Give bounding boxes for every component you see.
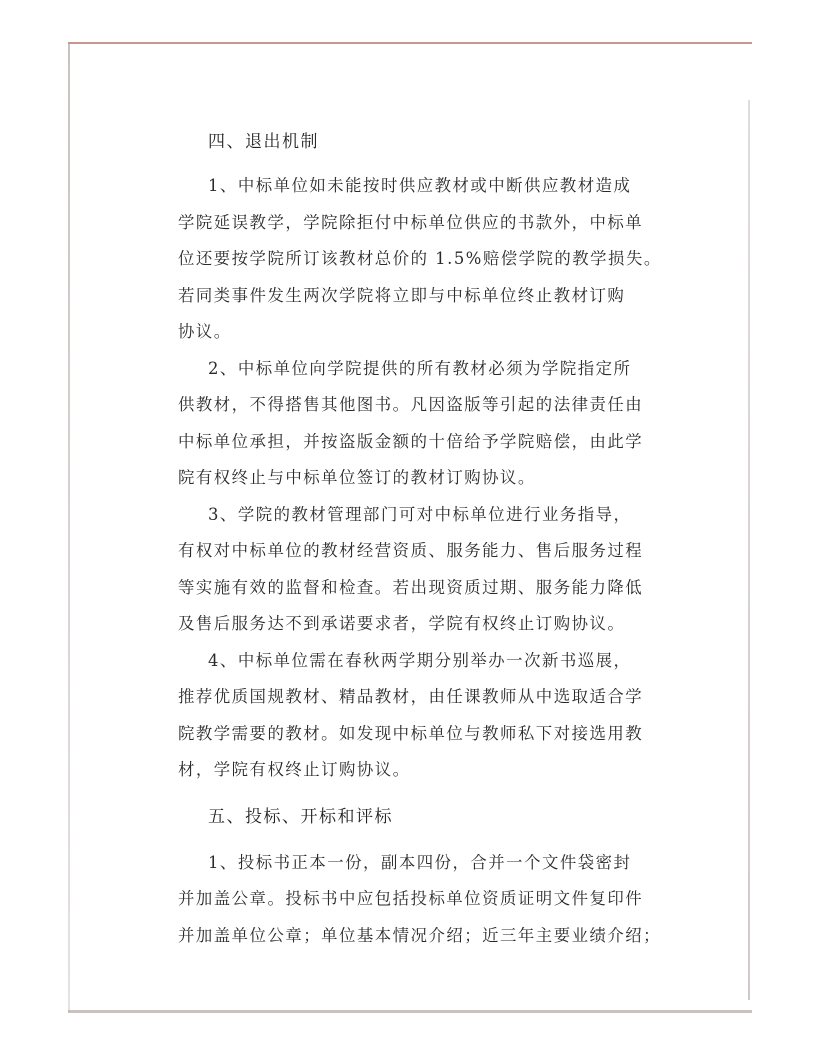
paragraph-line: 材，学院有权终止订购协议。 — [178, 760, 411, 779]
paragraph-4 — [178, 643, 648, 789]
paragraph-line: 并加盖公章。投标书中应包括投标单位资质证明文件复印件 — [178, 889, 644, 908]
section-heading-bidding: 五、投标、开标和评标 — [208, 806, 393, 827]
paragraph-line: 4、中标单位需在春秋两学期分别举办一次新书巡展， — [208, 650, 632, 670]
paragraph-line: 位还要按学院所订该教材总价的 1.5%赔偿学院的教学损失。 — [178, 249, 662, 268]
paragraph-line: 若同类事件发生两次学院将立即与中标单位终止教材订购 — [178, 285, 626, 305]
paragraph-line: 并加盖单位公章；单位基本情况介绍；近三年主要业绩介绍； — [178, 925, 662, 945]
paragraph-line: 3、学院的教材管理部门可对中标单位进行业务指导， — [208, 504, 632, 524]
paragraph-line: 1、中标单位如未能按时供应教材或中断供应教材造成 — [208, 176, 632, 195]
paragraph-line: 有权对中标单位的教材经营资质、服务能力、售后服务过程 — [178, 541, 644, 560]
paragraph-2 — [178, 351, 648, 497]
paragraph-3 — [178, 497, 648, 643]
scan-edge-left — [68, 44, 70, 1012]
paragraph-line: 协议。 — [178, 322, 232, 341]
scan-edge-right — [748, 100, 750, 1000]
paragraph-line: 院有权终止与中标单位签订的教材订购协议。 — [178, 468, 536, 487]
paragraph-line: 1、投标书正本一份，副本四份，合并一个文件袋密封 — [208, 852, 632, 872]
paragraph-line: 2、中标单位向学院提供的所有教材必须为学院指定所 — [208, 358, 632, 378]
scan-edge-bottom — [68, 1010, 752, 1013]
paragraph-line: 推荐优质国规教材、精品教材，由任课教师从中选取适合学 — [178, 687, 644, 706]
paragraph-line: 供教材，不得搭售其他图书。凡因盗版等引起的法律责任由 — [178, 395, 644, 414]
document-body — [178, 124, 662, 954]
paragraph-line: 院教学需要的教材。如发现中标单位与教师私下对接选用教 — [178, 723, 644, 743]
paragraph-5 — [178, 845, 662, 955]
paragraph-1 — [178, 168, 662, 351]
paragraph-line: 中标单位承担，并按盗版金额的十倍给予学院赔偿，由此学 — [178, 431, 644, 451]
paragraph-line: 等实施有效的监督和检查。若出现资质过期、服务能力降低 — [178, 577, 644, 597]
scan-edge-top — [68, 42, 752, 44]
paragraph-line: 学院延误教学，学院除拒付中标单位供应的书款外，中标单 — [178, 212, 644, 232]
section-heading-exit-mechanism: 四、退出机制 — [208, 132, 319, 152]
paragraph-line: 及售后服务达不到承诺要求者，学院有权终止订购协议。 — [178, 614, 626, 633]
